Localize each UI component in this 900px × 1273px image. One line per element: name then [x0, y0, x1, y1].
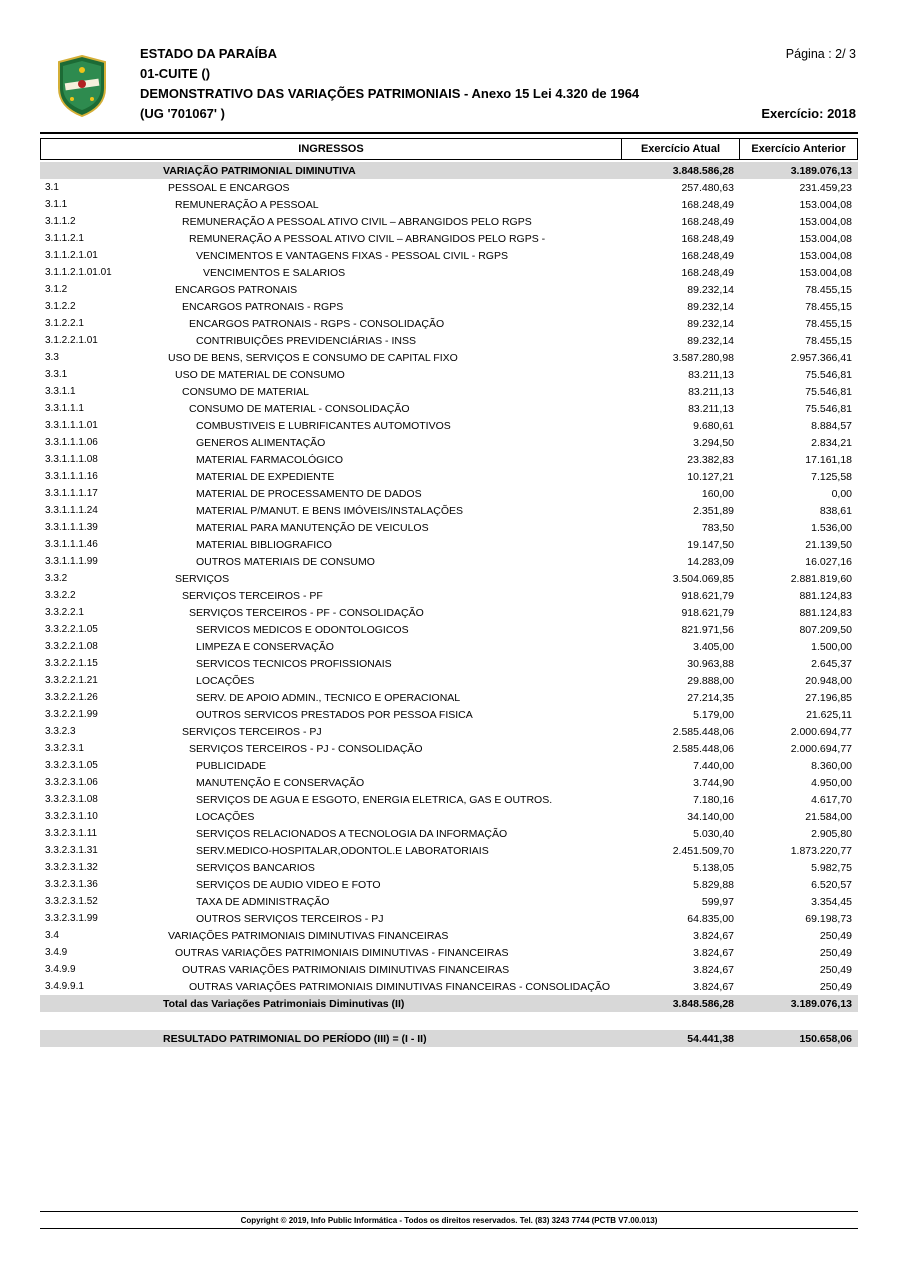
row-label: REMUNERAÇÃO A PESSOAL ATIVO CIVIL – ABRANGIDOS PELO RGPS: [182, 215, 532, 228]
table-row: [40, 213, 858, 230]
table-row: [40, 502, 858, 519]
table-row: [40, 944, 858, 961]
table-row: [40, 638, 858, 655]
row-code: 3.3.1.1: [45, 386, 76, 397]
table-row: [40, 315, 858, 332]
row-code: 3.3.2: [45, 573, 68, 584]
row-label: SERVICOS TECNICOS PROFISSIONAIS: [196, 657, 392, 670]
row-label: VARIAÇÕES PATRIMONIAIS DIMINUTIVAS FINANCEIRAS: [168, 929, 449, 942]
table-row: [40, 587, 858, 604]
header-entity: 01-CUITE (): [140, 66, 211, 81]
row-value-exercicio-atual: 89.232,14: [687, 317, 734, 330]
row-label: SERVIÇOS TERCEIROS - PF - CONSOLIDAÇÃO: [189, 606, 424, 619]
row-value-exercicio-atual: 27.214,35: [687, 691, 734, 704]
row-value-exercicio-anterior: 4.950,00: [811, 776, 852, 789]
row-value-exercicio-atual: 7.440,00: [693, 759, 734, 772]
row-value-exercicio-atual: 83.211,13: [688, 385, 734, 398]
row-value-exercicio-anterior: 21.625,11: [806, 708, 852, 721]
row-value-exercicio-anterior: 75.546,81: [805, 368, 852, 381]
row-label: SERVIÇOS DE AGUA E ESGOTO, ENERGIA ELETRICA, GAS E OUTROS.: [196, 793, 553, 806]
row-code: 3.3.2.2.1.05: [45, 624, 98, 635]
row-value-exercicio-anterior: 7.125,58: [811, 470, 852, 483]
row-code: 3.4.9.9.1: [45, 981, 84, 992]
row-label: SERV. DE APOIO ADMIN., TECNICO E OPERACIONAL: [196, 691, 461, 704]
row-label: VENCIMENTOS E VANTAGENS FIXAS - PESSOAL CIVIL - RGPS: [196, 249, 508, 262]
row-value-exercicio-atual: 64.835,00: [687, 912, 734, 925]
row-label: CONTRIBUIÇÕES PREVIDENCIÁRIAS - INSS: [196, 334, 416, 347]
row-value-exercicio-atual: 3.848.586,28: [672, 164, 734, 177]
row-value-exercicio-atual: 918.621,79: [681, 589, 734, 602]
row-code: 3.3.2.2.1.08: [45, 641, 98, 652]
row-value-exercicio-atual: 5.030,40: [693, 827, 734, 840]
row-value-exercicio-anterior: 0,00: [831, 487, 852, 500]
row-code: 3.4.9: [45, 947, 68, 958]
table-row: [40, 995, 858, 1012]
row-code: 3.3.1.1.1.01: [45, 420, 98, 431]
row-value-exercicio-atual: 89.232,14: [687, 283, 734, 296]
row-value-exercicio-atual: 168.248,49: [681, 266, 734, 279]
row-value-exercicio-anterior: 75.546,81: [805, 385, 852, 398]
row-label: PESSOAL E ENCARGOS: [168, 181, 290, 194]
row-value-exercicio-anterior: 231.459,23: [799, 181, 852, 194]
table-row: [40, 264, 858, 281]
row-code: 3.1.1.2.1: [45, 233, 84, 244]
row-value-exercicio-atual: 168.248,49: [681, 215, 734, 228]
table-row: [40, 621, 858, 638]
row-code: 3.3.1.1.1: [45, 403, 84, 414]
row-value-exercicio-anterior: 150.658,06: [799, 1032, 852, 1045]
row-value-exercicio-atual: 3.405,00: [693, 640, 734, 653]
table-row: [40, 961, 858, 978]
table-row: [40, 655, 858, 672]
header-ug: (UG '701067' ): [140, 106, 225, 121]
row-value-exercicio-anterior: 21.139,50: [805, 538, 852, 551]
table-row: [40, 536, 858, 553]
row-label: OUTROS MATERIAIS DE CONSUMO: [196, 555, 375, 568]
row-value-exercicio-anterior: 6.520,57: [811, 878, 852, 891]
table-row: [40, 689, 858, 706]
row-value-exercicio-anterior: 27.196,85: [805, 691, 852, 704]
row-code: 3.1.1.2.1.01: [45, 250, 98, 261]
table-row: [40, 706, 858, 723]
table-row: [40, 281, 858, 298]
row-code: 3.3.2.3.1.11: [45, 828, 98, 839]
row-value-exercicio-atual: 83.211,13: [688, 402, 734, 415]
row-value-exercicio-atual: 23.382,83: [687, 453, 734, 466]
table-row: [40, 162, 858, 179]
table-row: [40, 757, 858, 774]
row-value-exercicio-anterior: 1.500,00: [811, 640, 852, 653]
row-label: OUTROS SERVIÇOS TERCEIROS - PJ: [196, 912, 384, 925]
row-value-exercicio-anterior: 2.000.694,77: [790, 742, 852, 755]
row-value-exercicio-atual: 3.824,67: [693, 946, 734, 959]
row-code: 3.3.2.3.1.32: [45, 862, 98, 873]
row-value-exercicio-atual: 168.248,49: [681, 249, 734, 262]
table-row: [40, 179, 858, 196]
table-row: [40, 519, 858, 536]
table-row: [40, 927, 858, 944]
row-label: VARIAÇÃO PATRIMONIAL DIMINUTIVA: [163, 164, 356, 177]
table-row: [40, 842, 858, 859]
row-label: PUBLICIDADE: [196, 759, 267, 772]
row-value-exercicio-atual: 54.441,38: [687, 1032, 734, 1045]
row-code: 3.1.1.2.1.01.01: [45, 267, 112, 278]
table-row: [40, 383, 858, 400]
row-code: 3.3.2.3.1.36: [45, 879, 98, 890]
table-row: [40, 978, 858, 995]
column-header-exercicio-anterior: Exercício Anterior: [739, 139, 857, 159]
row-value-exercicio-anterior: 17.161,18: [805, 453, 852, 466]
row-code: 3.3.2.2: [45, 590, 76, 601]
row-value-exercicio-atual: 3.744,90: [693, 776, 734, 789]
table-row: [40, 247, 858, 264]
row-code: 3.3.2.2.1.99: [45, 709, 98, 720]
row-label: Total das Variações Patrimoniais Diminutivas (II): [163, 997, 405, 1010]
table-row: [40, 1030, 858, 1047]
row-code: 3.3.1.1.1.16: [45, 471, 98, 482]
row-value-exercicio-atual: 168.248,49: [681, 198, 734, 211]
table-row: [40, 434, 858, 451]
table-row: [40, 723, 858, 740]
table-row: [40, 400, 858, 417]
row-label: OUTRAS VARIAÇÕES PATRIMONIAIS DIMINUTIVAS - FINANCEIRAS: [175, 946, 509, 959]
row-value-exercicio-anterior: 2.881.819,60: [790, 572, 852, 585]
row-code: 3.1.2.2.1.01: [45, 335, 98, 346]
table-row: [40, 332, 858, 349]
row-value-exercicio-atual: 3.587.280,98: [672, 351, 734, 364]
row-value-exercicio-atual: 2.351,89: [693, 504, 734, 517]
row-label: GENEROS ALIMENTAÇÃO: [196, 436, 326, 449]
row-label: ENCARGOS PATRONAIS: [175, 283, 298, 296]
row-value-exercicio-anterior: 2.905,80: [811, 827, 852, 840]
row-label: MANUTENÇÃO E CONSERVAÇÃO: [196, 776, 365, 789]
table-row: [40, 366, 858, 383]
row-code: 3.3.2.2.1.21: [45, 675, 98, 686]
row-value-exercicio-anterior: 2.957.366,41: [790, 351, 852, 364]
table-row: [40, 604, 858, 621]
row-value-exercicio-anterior: 3.354,45: [811, 895, 852, 908]
report-table: [40, 138, 858, 1047]
table-row: [40, 825, 858, 842]
row-value-exercicio-anterior: 3.189.076,13: [790, 997, 852, 1010]
row-value-exercicio-atual: 3.504.069,85: [672, 572, 734, 585]
row-value-exercicio-atual: 257.480,63: [681, 181, 734, 194]
row-value-exercicio-atual: 89.232,14: [687, 334, 734, 347]
row-label: REMUNERAÇÃO A PESSOAL ATIVO CIVIL – ABRANGIDOS PELO RGPS -: [189, 232, 546, 245]
row-label: SERVIÇOS TERCEIROS - PJ: [182, 725, 322, 738]
row-value-exercicio-anterior: 8.360,00: [811, 759, 852, 772]
row-code: 3.1.2.2: [45, 301, 76, 312]
row-value-exercicio-atual: 9.680,61: [693, 419, 734, 432]
row-value-exercicio-atual: 2.451.509,70: [672, 844, 734, 857]
row-value-exercicio-atual: 599,97: [701, 895, 734, 908]
row-value-exercicio-atual: 5.179,00: [693, 708, 734, 721]
row-value-exercicio-atual: 3.294,50: [693, 436, 734, 449]
column-header-exercicio-atual: Exercício Atual: [621, 139, 739, 159]
row-code: 3.1.2: [45, 284, 68, 295]
row-value-exercicio-anterior: 4.617,70: [811, 793, 852, 806]
row-label: COMBUSTIVEIS E LUBRIFICANTES AUTOMOTIVOS: [196, 419, 451, 432]
row-label: MATERIAL PARA MANUTENÇÃO DE VEICULOS: [196, 521, 429, 534]
table-row: [40, 672, 858, 689]
table-row: [40, 570, 858, 587]
row-label: SERVIÇOS RELACIONADOS A TECNOLOGIA DA INFORMAÇÃO: [196, 827, 508, 840]
row-code: 3.1: [45, 182, 59, 193]
row-value-exercicio-anterior: 153.004,08: [799, 249, 852, 262]
row-code: 3.3.2.2.1.26: [45, 692, 98, 703]
row-value-exercicio-atual: 29.888,00: [687, 674, 734, 687]
row-value-exercicio-atual: 89.232,14: [687, 300, 734, 313]
row-code: 3.3.2.3: [45, 726, 76, 737]
row-value-exercicio-anterior: 250,49: [819, 980, 852, 993]
row-code: 3.3: [45, 352, 59, 363]
page-number: Página : 2/ 3: [785, 47, 856, 61]
row-label: ENCARGOS PATRONAIS - RGPS - CONSOLIDAÇÃO: [189, 317, 445, 330]
row-value-exercicio-anterior: 78.455,15: [805, 283, 852, 296]
row-value-exercicio-atual: 2.585.448,06: [672, 742, 734, 755]
row-label: SERVIÇOS: [175, 572, 230, 585]
row-value-exercicio-atual: 3.824,67: [693, 980, 734, 993]
row-label: LOCAÇÕES: [196, 674, 255, 687]
row-value-exercicio-anterior: 1.873.220,77: [790, 844, 852, 857]
row-value-exercicio-atual: 10.127,21: [687, 470, 734, 483]
row-value-exercicio-anterior: 250,49: [819, 946, 852, 959]
row-code: 3.3.1.1.1.99: [45, 556, 98, 567]
row-code: 3.3.1.1.1.08: [45, 454, 98, 465]
row-value-exercicio-atual: 2.585.448,06: [672, 725, 734, 738]
row-value-exercicio-anterior: 881.124,83: [799, 606, 852, 619]
row-value-exercicio-anterior: 16.027,16: [805, 555, 852, 568]
row-code: 3.3.2.3.1.10: [45, 811, 98, 822]
row-value-exercicio-anterior: 1.536,00: [811, 521, 852, 534]
row-label: MATERIAL DE EXPEDIENTE: [196, 470, 335, 483]
row-code: 3.3.2.2.1.15: [45, 658, 98, 669]
row-label: SERV.MEDICO-HOSPITALAR,ODONTOL.E LABORATORIAIS: [196, 844, 489, 857]
row-code: 3.4: [45, 930, 59, 941]
row-value-exercicio-atual: 168.248,49: [681, 232, 734, 245]
row-label: SERVIÇOS DE AUDIO VIDEO E FOTO: [196, 878, 381, 891]
row-value-exercicio-atual: 3.824,67: [693, 963, 734, 976]
row-value-exercicio-atual: 3.824,67: [693, 929, 734, 942]
row-code: 3.4.9.9: [45, 964, 76, 975]
row-label: SERVIÇOS TERCEIROS - PJ - CONSOLIDAÇÃO: [189, 742, 423, 755]
row-label: LIMPEZA E CONSERVAÇÃO: [196, 640, 334, 653]
row-label: MATERIAL BIBLIOGRAFICO: [196, 538, 332, 551]
header-state: ESTADO DA PARAÍBA: [140, 46, 277, 61]
table-row: [40, 893, 858, 910]
table-header-row: [40, 138, 858, 160]
row-label: REMUNERAÇÃO A PESSOAL: [175, 198, 319, 211]
row-code: 3.3.2.3.1.08: [45, 794, 98, 805]
table-row: [40, 791, 858, 808]
table-row: [40, 349, 858, 366]
row-label: SERVICOS MEDICOS E ODONTOLOGICOS: [196, 623, 409, 636]
row-label: OUTRAS VARIAÇÕES PATRIMONIAIS DIMINUTIVAS FINANCEIRAS: [182, 963, 510, 976]
row-label: MATERIAL P/MANUT. E BENS IMÓVEIS/INSTALAÇÕES: [196, 504, 464, 517]
row-label: CONSUMO DE MATERIAL: [182, 385, 309, 398]
row-value-exercicio-anterior: 78.455,15: [805, 334, 852, 347]
row-value-exercicio-anterior: 2.000.694,77: [790, 725, 852, 738]
row-value-exercicio-atual: 3.848.586,28: [672, 997, 734, 1010]
row-code: 3.1.2.2.1: [45, 318, 84, 329]
coat-of-arms-logo: [57, 55, 107, 117]
row-value-exercicio-atual: 19.147,50: [687, 538, 734, 551]
row-value-exercicio-atual: 5.829,88: [693, 878, 734, 891]
copyright-text: Copyright © 2019, Info Public Informática - Todos os direitos reservados. Tel. (83) 3243 7744 (PCTB V7.00.013): [240, 1215, 658, 1225]
table-row: [40, 553, 858, 570]
row-value-exercicio-atual: 34.140,00: [687, 810, 734, 823]
table-row: [40, 230, 858, 247]
row-code: 3.1.1.2: [45, 216, 76, 227]
row-value-exercicio-anterior: 250,49: [819, 963, 852, 976]
table-row: [40, 417, 858, 434]
row-value-exercicio-anterior: 78.455,15: [805, 300, 852, 313]
row-code: 3.3.2.2.1: [45, 607, 84, 618]
row-value-exercicio-atual: 7.180,16: [693, 793, 734, 806]
row-value-exercicio-atual: 14.283,09: [687, 555, 734, 568]
table-row: [40, 859, 858, 876]
row-label: CONSUMO DE MATERIAL - CONSOLIDAÇÃO: [189, 402, 410, 415]
row-label: SERVIÇOS BANCARIOS: [196, 861, 315, 874]
row-value-exercicio-atual: 83.211,13: [688, 368, 734, 381]
row-value-exercicio-anterior: 881.124,83: [799, 589, 852, 602]
row-value-exercicio-atual: 783,50: [701, 521, 734, 534]
row-code: 3.3.1.1.1.39: [45, 522, 98, 533]
row-code: 3.3.2.3.1.52: [45, 896, 98, 907]
row-value-exercicio-anterior: 69.198,73: [805, 912, 852, 925]
row-code: 3.3.2.3.1.31: [45, 845, 98, 856]
row-value-exercicio-anterior: 21.584,00: [805, 810, 852, 823]
column-header-ingressos: INGRESSOS: [298, 143, 364, 155]
row-label: TAXA DE ADMINISTRAÇÃO: [196, 895, 330, 908]
row-code: 3.3.2.3.1: [45, 743, 84, 754]
row-code: 3.3.2.3.1.06: [45, 777, 98, 788]
row-value-exercicio-anterior: 5.982,75: [811, 861, 852, 874]
row-value-exercicio-atual: 821.971,56: [681, 623, 734, 636]
row-value-exercicio-atual: 918.621,79: [681, 606, 734, 619]
table-row: [40, 468, 858, 485]
row-label: OUTROS SERVICOS PRESTADOS POR PESSOA FISICA: [196, 708, 473, 721]
row-value-exercicio-anterior: 807.209,50: [799, 623, 852, 636]
table-row: [40, 196, 858, 213]
row-value-exercicio-atual: 160,00: [701, 487, 734, 500]
table-row: [40, 910, 858, 927]
row-value-exercicio-anterior: 3.189.076,13: [790, 164, 852, 177]
table-row: [40, 808, 858, 825]
row-label: ENCARGOS PATRONAIS - RGPS: [182, 300, 344, 313]
row-value-exercicio-anterior: 250,49: [819, 929, 852, 942]
row-value-exercicio-anterior: 2.834,21: [811, 436, 852, 449]
row-value-exercicio-anterior: 2.645,37: [811, 657, 852, 670]
exercise-label: Exercício: 2018: [761, 106, 856, 121]
row-value-exercicio-anterior: 153.004,08: [799, 266, 852, 279]
row-code: 3.3.2.3.1.05: [45, 760, 98, 771]
row-code: 3.3.1.1.1.24: [45, 505, 98, 516]
row-label: MATERIAL FARMACOLÓGICO: [196, 453, 344, 466]
row-value-exercicio-anterior: 153.004,08: [799, 198, 852, 211]
row-code: 3.3.1.1.1.17: [45, 488, 98, 499]
row-value-exercicio-anterior: 20.948,00: [805, 674, 852, 687]
row-code: 3.1.1: [45, 199, 68, 210]
row-code: 3.3.2.3.1.99: [45, 913, 98, 924]
row-label: RESULTADO PATRIMONIAL DO PERÍODO (III) = (I - II): [163, 1032, 427, 1045]
row-value-exercicio-anterior: 153.004,08: [799, 215, 852, 228]
table-row: [40, 876, 858, 893]
page-footer: [40, 1211, 858, 1229]
table-row: [40, 451, 858, 468]
row-value-exercicio-anterior: 78.455,15: [805, 317, 852, 330]
row-value-exercicio-anterior: 75.546,81: [805, 402, 852, 415]
row-label: LOCAÇÕES: [196, 810, 255, 823]
row-code: 3.3.1.1.1.46: [45, 539, 98, 550]
table-row: [40, 298, 858, 315]
row-label: VENCIMENTOS E SALARIOS: [203, 266, 346, 279]
row-value-exercicio-atual: 5.138,05: [693, 861, 734, 874]
row-label: USO DE MATERIAL DE CONSUMO: [175, 368, 345, 381]
row-label: SERVIÇOS TERCEIROS - PF: [182, 589, 323, 602]
row-label: OUTRAS VARIAÇÕES PATRIMONIAIS DIMINUTIVAS FINANCEIRAS - CONSOLIDAÇÃO: [189, 980, 611, 993]
table-body: [40, 160, 858, 1047]
report-title: DEMONSTRATIVO DAS VARIAÇÕES PATRIMONIAIS - Anexo 15 Lei 4.320 de 1964: [140, 86, 640, 101]
row-value-exercicio-anterior: 838,61: [819, 504, 852, 517]
row-label: USO DE BENS, SERVIÇOS E CONSUMO DE CAPITAL FIXO: [168, 351, 458, 364]
row-code: 3.3.1.1.1.06: [45, 437, 98, 448]
table-row: [40, 740, 858, 757]
row-code: 3.3.1: [45, 369, 68, 380]
row-value-exercicio-atual: 30.963,88: [687, 657, 734, 670]
table-row: [40, 774, 858, 791]
table-row: [40, 485, 858, 502]
row-value-exercicio-anterior: 153.004,08: [799, 232, 852, 245]
row-value-exercicio-anterior: 8.884,57: [811, 419, 852, 432]
row-label: MATERIAL DE PROCESSAMENTO DE DADOS: [196, 487, 422, 500]
header-rule: [40, 132, 858, 134]
